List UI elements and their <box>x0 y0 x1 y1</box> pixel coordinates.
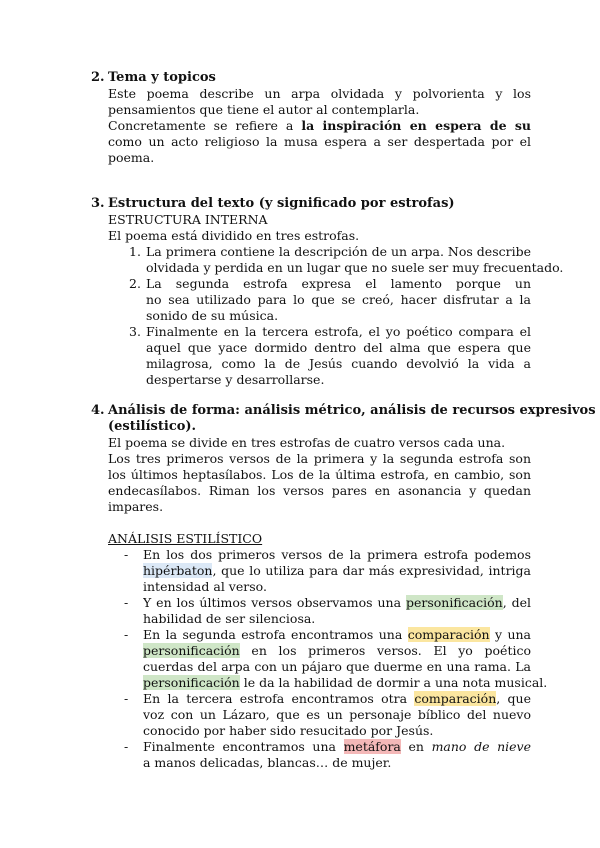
paragraph-line: poema. <box>108 150 155 165</box>
list-item: 3. Finalmente en la tercera estrofa, el yo poético compara el aquel que yace dormido dentro del alma que espera que milagrosa, como la de Jesús cuando devolvió la vida a despertarse y desarrollarse. <box>129 324 531 387</box>
paragraph-line: Este poema describe un arpa olvidada y polvorienta y los <box>108 86 531 101</box>
paragraph-line: como un acto religioso la musa espera a ser despertada por el <box>108 134 531 149</box>
subheading: ESTRUCTURA INTERNA <box>108 212 268 227</box>
paragraph-line: El poema se divide en tres estrofas de cuatro versos cada una. <box>108 435 506 450</box>
section-analisis <box>91 403 596 771</box>
highlight-hiperbaton: hipérbaton <box>143 563 213 578</box>
section-heading-cont: (estilístico). <box>108 419 197 434</box>
list-item: - En la segunda estrofa encontramos una comparación y una personificación en los primeros versos. El yo poético cuerdas del arpa con un pájaro que duerme en una rama. La personificación le da la habilidad de dormir a una nota musical. <box>124 627 548 690</box>
list-item: - Finalmente encontramos una metáfora en mano de nieve a manos delicadas, blancas… de mujer. <box>124 739 531 770</box>
highlight-personificacion: personificación <box>405 595 503 610</box>
paragraph-line: pensamientos que tiene el autor al contemplarla. <box>108 102 420 117</box>
list-item: - Y en los últimos versos observamos una personificación, del habilidad de ser silenciosa. <box>124 595 531 626</box>
subheading: ANÁLISIS ESTILÍSTICO <box>108 531 263 546</box>
paragraph-line: Concretamente se refiere a la inspiración en espera de su <box>108 118 531 133</box>
section-tema <box>91 70 531 166</box>
list-item: - En la tercera estrofa encontramos otra comparación, que voz con un Lázaro, que es un personaje bíblico del nuevo conocido por haber sido resucitado por Jesús. <box>124 691 531 738</box>
list-item: 2. La segunda estrofa expresa el lamento porque un no sea utilizado para lo que se creó, hacer disfrutar a la sonido de su música. <box>129 276 531 323</box>
highlight-personificacion: personificación <box>143 675 240 690</box>
highlight-personificacion: personificación <box>143 643 240 658</box>
highlight-metafora: metáfora <box>343 739 401 754</box>
section-estructura <box>91 196 564 388</box>
section-heading: 4. Análisis de forma: análisis métrico, análisis de recursos expresivos <box>91 403 596 418</box>
paragraph-line: endecasílabos. Riman los versos pares en asonancia y quedan <box>108 483 531 498</box>
paragraph-line: los últimos heptasílabos. Los de la última estrofa, en cambio, son <box>108 467 531 482</box>
list-item: 1. La primera contiene la descripción de un arpa. Nos describe olvidada y perdida en un lugar que no suele ser muy frecuentado. <box>129 244 564 275</box>
list-item: - En los dos primeros versos de la primera estrofa podemos hipérbaton, que lo utiliza para dar más expresividad, intriga intensidad al verso. <box>124 547 531 594</box>
paragraph-line: El poema está dividido en tres estrofas. <box>108 228 360 243</box>
highlight-comparacion: comparación <box>407 627 490 642</box>
paragraph-line: Los tres primeros versos de la primera y la segunda estrofa son <box>108 451 531 466</box>
section-heading: 2. Tema y topicos <box>91 70 216 85</box>
highlight-comparacion: comparación <box>414 691 497 706</box>
paragraph-line: impares. <box>108 499 164 514</box>
section-heading: 3. Estructura del texto (y significado por estrofas) <box>91 196 455 211</box>
